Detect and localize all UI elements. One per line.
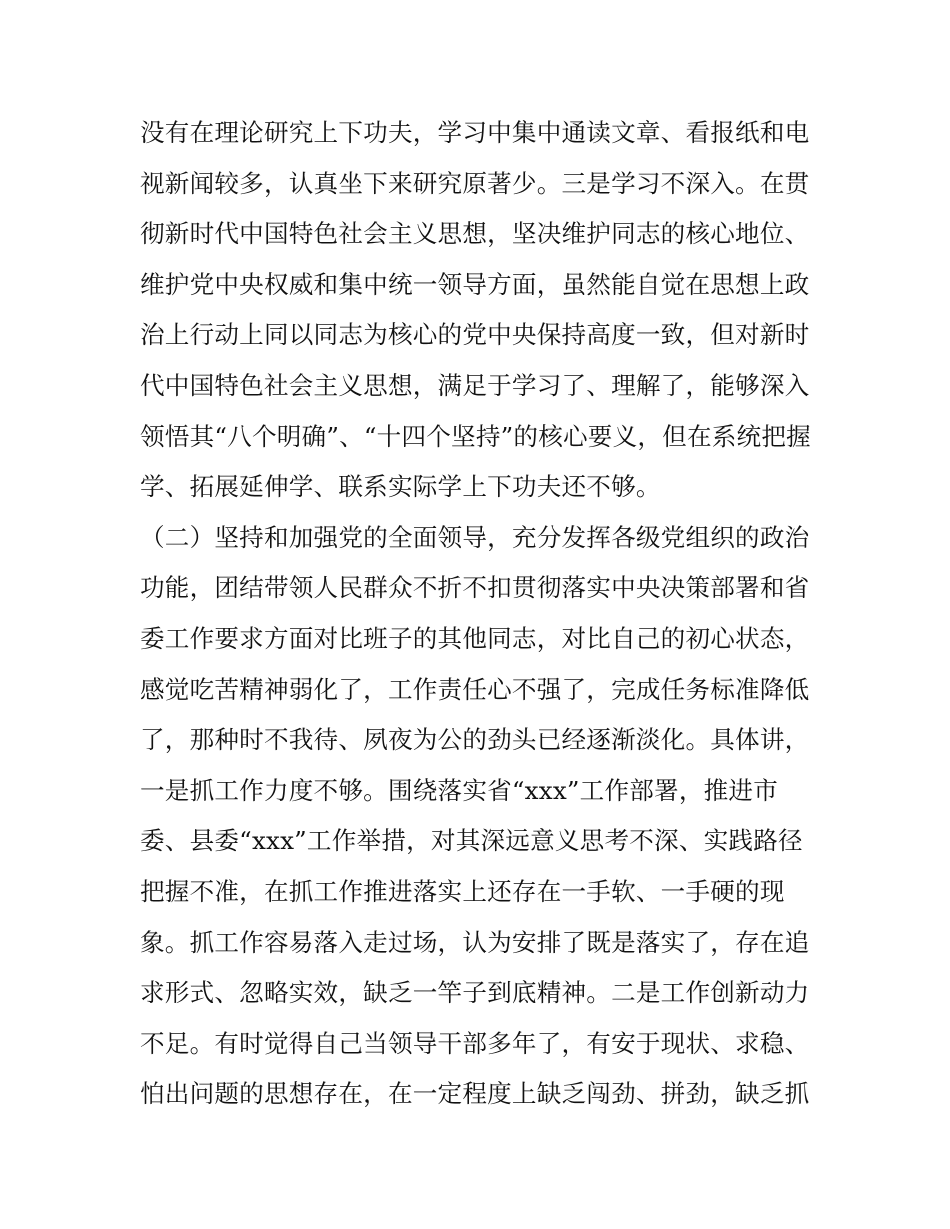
text-line: 怕出问题的思想存在，在一定程度上缺乏闯劲、拼劲，缺乏抓 <box>140 1079 810 1109</box>
text-line: 维护党中央权威和集中统一领导方面，虽然能自觉在思想上政 <box>140 269 810 299</box>
body-text <box>140 108 820 1120</box>
text-line: 彻新时代中国特色社会主义思想，坚决维护同志的核心地位、 <box>140 219 810 249</box>
text-line: 象。抓工作容易落入走过场，认为安排了既是落实了，存在追 <box>140 927 810 957</box>
text-line: （二）坚持和加强党的全面领导，充分发挥各级党组织的政治 <box>140 522 810 552</box>
text-line: 把握不准，在抓工作推进落实上还存在一手软、一手硬的现 <box>140 876 785 906</box>
text-line: 治上行动上同以同志为核心的党中央保持高度一致，但对新时 <box>140 320 810 350</box>
text-line: 不足。有时觉得自己当领导干部多年了，有安于现状、求稳、 <box>140 1028 810 1058</box>
text-line: 没有在理论研究上下功夫，学习中集中通读文章、看报纸和电 <box>140 118 810 147</box>
text-line: 学、拓展延伸学、联系实际学上下功夫还不够。 <box>140 472 661 502</box>
text-line: 功能，团结带领人民群众不折不扣贯彻落实中央决策部署和省 <box>140 573 810 603</box>
text-line: 代中国特色社会主义思想，满足于学习了、理解了，能够深入 <box>140 370 810 400</box>
text-line: 委、县委“xxx”工作举措，对其深远意义思考不深、实践路径 <box>140 826 803 856</box>
text-line: 感觉吃苦精神弱化了，工作责任心不强了，完成任务标准降低 <box>140 674 810 704</box>
text-line: 领悟其“八个明确”、“十四个坚持”的核心要义，但在系统把握 <box>140 421 811 451</box>
text-line: 一是抓工作力度不够。围绕落实省“xxx”工作部署，推进市 <box>140 775 779 805</box>
text-line: 求形式、忽略实效，缺乏一竿子到底精神。二是工作创新动力 <box>140 978 810 1008</box>
text-line: 委工作要求方面对比班子的其他同志，对比自己的初心状态， <box>140 623 810 653</box>
text-line: 了，那种时不我待、夙夜为公的劲头已经逐渐淡化。具体讲， <box>140 725 810 755</box>
text-line: 视新闻较多，认真坐下来研究原著少。三是学习不深入。在贯 <box>140 168 810 198</box>
